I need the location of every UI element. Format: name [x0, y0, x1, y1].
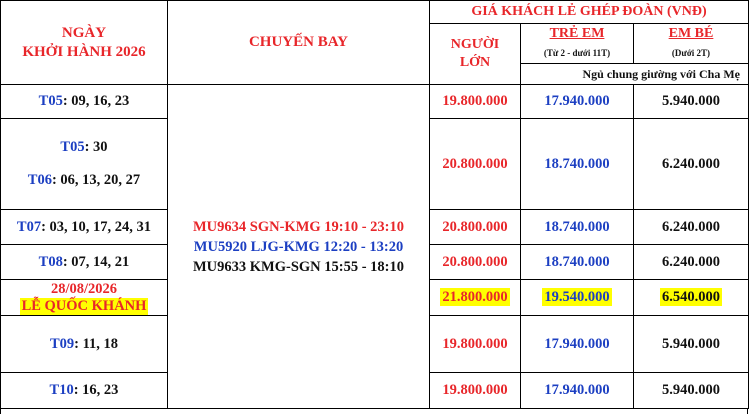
day-list: : 06, 13, 20, 27: [51, 172, 141, 188]
adult-price: 20.800.000: [430, 210, 521, 245]
infant-price-cell: [634, 280, 749, 316]
adult-price-cell: [430, 280, 521, 316]
child-price: 17.940.000: [521, 373, 634, 409]
day-list: : 30: [84, 139, 108, 155]
header-child-note: (Từ 2 - dưới 11T): [543, 48, 611, 58]
header-adult-line1: NGƯỜI: [450, 37, 500, 52]
child-price: 17.940.000: [521, 316, 634, 373]
header-child-label: TRẺ EM: [549, 26, 605, 41]
adult-price: 20.800.000: [430, 245, 521, 280]
departure-dates: [1, 210, 168, 245]
day-list: : 11, 18: [74, 335, 119, 352]
adult-price: 19.800.000: [430, 85, 521, 119]
header-adult: [430, 24, 521, 85]
infant-price: 6.240.000: [634, 119, 749, 210]
flight-line-return: MU9633 KMG-SGN 15:55 - 18:10: [192, 258, 405, 275]
date-line: [1, 139, 167, 156]
header-price-group: GIÁ KHÁCH LẺ GHÉP ĐOÀN (VNĐ): [430, 1, 749, 24]
month-label: T05: [60, 139, 85, 155]
infant-price: 6.240.000: [634, 210, 749, 245]
header-adult-line2: LỚN: [459, 55, 491, 70]
child-price: 18.740.000: [521, 210, 634, 245]
header-infant-label: EM BÉ: [668, 26, 714, 41]
adult-price: 19.800.000: [430, 316, 521, 373]
month-label: T10: [49, 382, 74, 398]
month-label: T05: [38, 93, 63, 109]
child-price: 18.740.000: [521, 119, 634, 210]
header-date-line2: KHỞI HÀNH 2026: [22, 43, 146, 60]
header-departure-date: [1, 1, 168, 85]
day-list: : 16, 23: [73, 382, 119, 398]
departure-dates: [1, 373, 168, 409]
child-price: 17.940.000: [521, 85, 634, 119]
child-price-cell: [521, 280, 634, 316]
month-label: T07: [16, 218, 42, 235]
date-line: [1, 172, 167, 189]
day-list: : 09, 16, 23: [62, 93, 130, 109]
table-row: [1, 85, 749, 119]
child-price: 18.740.000: [521, 245, 634, 280]
flight-line-outbound: MU9634 SGN-KMG 19:10 - 23:10: [192, 218, 405, 235]
departure-dates: [1, 85, 168, 119]
adult-price: 19.800.000: [430, 373, 521, 409]
infant-price: 5.940.000: [634, 373, 749, 409]
holiday-departure: [1, 280, 168, 316]
holiday-date: 28/08/2026: [50, 280, 118, 297]
departure-dates: [1, 245, 168, 280]
infant-price: 5.940.000: [634, 316, 749, 373]
header-flight: CHUYẾN BAY: [168, 1, 430, 85]
departure-dates: [1, 119, 168, 210]
infant-price: 5.940.000: [634, 85, 749, 119]
month-label: T09: [49, 335, 75, 352]
infant-price: 6.240.000: [634, 245, 749, 280]
month-label: T06: [27, 172, 52, 188]
header-child: [521, 24, 634, 64]
month-label: T08: [38, 253, 63, 270]
header-infant-note: (Dưới 2T): [671, 48, 711, 58]
header-infant: [634, 24, 749, 64]
holiday-name: LỄ QUỐC KHÁNH: [21, 297, 147, 314]
flight-line-domestic: MU5920 LJG-KMG 12:20 - 13:20: [193, 238, 404, 255]
departure-dates: [1, 316, 168, 373]
day-list: : 07, 14, 21: [62, 253, 130, 270]
adult-price: 21.800.000: [442, 289, 508, 305]
header-room-note: Ngủ chung giường với Cha Mẹ: [521, 64, 749, 85]
day-list: : 03, 10, 17, 24, 31: [41, 218, 152, 235]
flight-schedule: [168, 85, 430, 409]
adult-price: 20.800.000: [430, 119, 521, 210]
header-date-line1: NGÀY: [61, 24, 107, 41]
infant-price: 6.540.000: [662, 289, 720, 305]
child-price: 19.540.000: [544, 289, 610, 305]
table-bottom-edge: [0, 409, 748, 414]
